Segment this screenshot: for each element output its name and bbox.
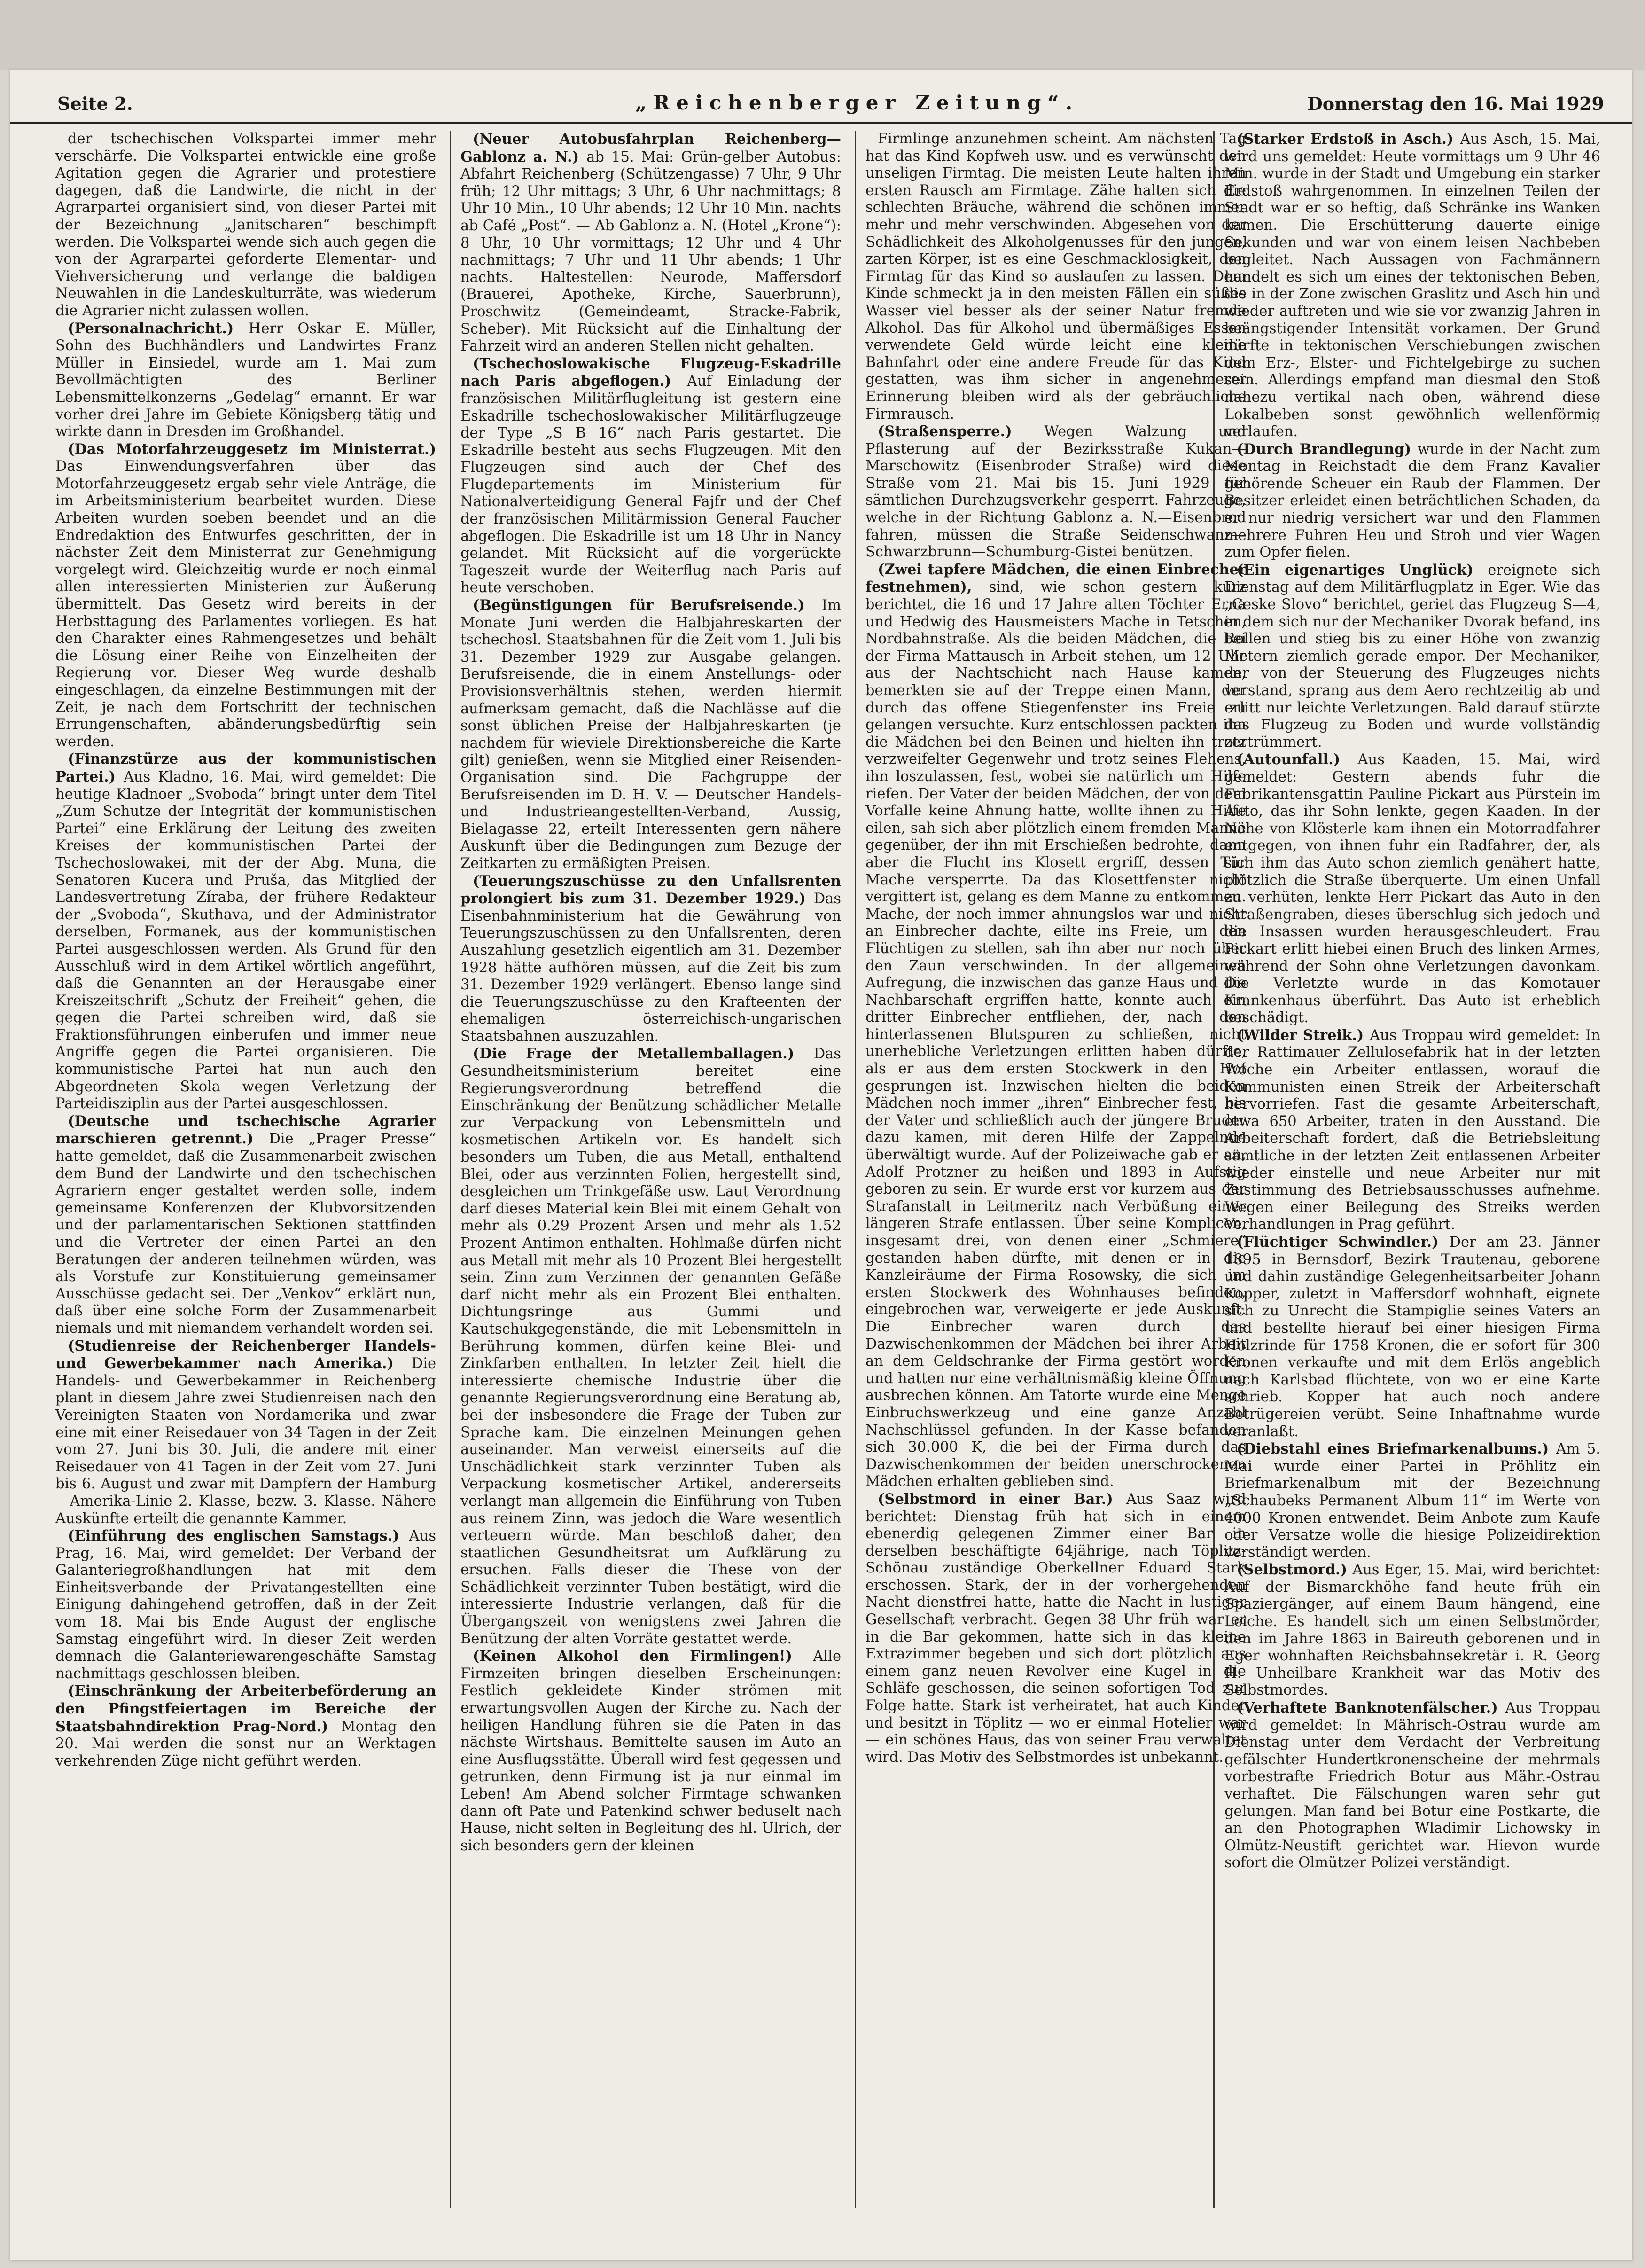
page-label: Seite 2. <box>57 93 133 114</box>
article-paragraph <box>55 320 436 441</box>
article-paragraph <box>460 1648 841 1854</box>
article-heading: (Tschechoslowakische Flugzeug-Eskadrille nach Paris abgeflogen.) <box>460 355 841 390</box>
article-paragraph <box>1224 1561 1600 1699</box>
article-heading: (Teuerungszuschüsse zu den Unfallsrenten prolongiert bis zum 31. Dezember 1929.) <box>460 872 841 907</box>
article-text: Im Monate Juni werden die Halbjahreskarten der tschechosl. Staatsbahnen für die Zeit vom 1. Juli bis 31. Dezember 1929 zur Ausgabe gelangen. Berufsreisende, die in einem Anstellungs- oder Provisionsverhältnis stehen, werden hiermit aufmerksam gemacht, daß die Nachlässe auf die sonst üblichen Preise der Halbjahreskarten (je nachdem für wieviele Direktionsbereiche die Karte gilt) genießen, wenn sie Mitglied einer Reisenden-Organisation sind. Die Fachgruppe der Berufsreisenden im D. H. V. — Deutscher Handels- und Industrieangestellten-Verband, Aussig, Bielagasse 22, erteilt Interessenten gern nähere Auskunft über die Bedingungen zum Bezuge der Zeitkarten zu ermäßigten Preisen. <box>460 597 841 872</box>
article-heading: (Das Motorfahrzeuggesetz im Ministerrat.) <box>68 440 436 458</box>
article-paragraph <box>865 561 1246 1491</box>
article-text: ab 15. Mai: Grün-gelber Autobus: Abfahrt Reichenberg (Schützengasse) 7 Uhr, 9 Uhr früh; 12 Uhr mittags; 3 Uhr, 6 Uhr nachmittags; 8 Uhr 10 Min., 10 Uhr abends; 12 Uhr 10 Min. nachts ab Café „Post“. — Ab Gablonz a. N. (Hotel „Krone“): 8 Uhr, 10 Uhr vormittags; 12 Uhr und 4 Uhr nachmittags; 7 Uhr und 11 Uhr abends; 1 Uhr nachts. Haltestellen: Neurode, Maffersdorf (Brauerei, Apotheke, Kirche, Sauerbrunn), Proschwitz (Gemeindeamt, Stracke-Fabrik, Scheber). Mit Rücksicht auf die Einhaltung der Fahrzeit wird an anderen Stellen nicht gehalten. <box>460 149 841 355</box>
column-2 <box>460 131 841 2208</box>
article-paragraph <box>460 1045 841 1648</box>
column-divider <box>450 131 451 2208</box>
article-heading: (Personalnachricht.) <box>68 320 249 337</box>
article-paragraph <box>460 355 841 597</box>
article-heading: (Autounfall.) <box>1237 751 1358 768</box>
column-1 <box>55 131 436 2208</box>
article-heading: (Selbstmord.) <box>1237 1561 1353 1579</box>
article-text: der tschechischen Volkspartei immer mehr verschärfe. Die Volkspartei entwickle eine große Agitation gegen die Agrarier und protestiere dagegen, daß die Landwirte, die nicht in der Agrarpartei organisiert sind, von dieser Partei mit der Bezeichnung „Janitscharen“ beschimpft werden. Die Volkspartei wende sich auch gegen die von der Agrarpartei geforderte Elementar- und Viehversicherung und verlange die baldigen Neuwahlen in die Landeskulturräte, was wiederum die Agrarier nicht zulassen wollen. <box>55 131 436 319</box>
newspaper-page <box>10 70 1632 2260</box>
column-3 <box>865 131 1246 2208</box>
article-text: Aus Kaaden, 15. Mai, wird gemeldet: Gestern abends fuhr die Fabrikantensgattin Pauline Pickart aus Pürstein im Auto, das ihr Sohn lenkte, gegen Kaaden. In der Nähe von Klösterle kam ihnen ein Motorradfahrer entgegen, von ihnen fuhr ein Radfahrer, der, als sich ihm das Auto schon ziemlich genähert hatte, plötzlich die Straße überquerte. Um einen Unfall zu verhüten, lenkte Herr Pickart das Auto in den Straßengraben, dieses überschlug sich jedoch und die Insassen wurden herausgeschleudert. Frau Pickart erlitt hiebei einen Bruch des linken Armes, während der Sohn ohne Verletzungen davonkam. Die Verletzte wurde in das Komotauer Krankenhaus überführt. Das Auto ist erheblich beschädigt. <box>1224 751 1600 1026</box>
article-paragraph <box>460 873 841 1046</box>
article-text: Firmlinge anzunehmen scheint. Am nächsten Tag hat das Kind Kopfweh usw. und es verwünscht den unseligen Firmtag. Die meisten Leute halten ihren ersten Rausch am Firmtage. Zähe halten sich die schlechten Bräuche, während die schönen immer mehr und mehr verschwinden. Abgesehen von der Schädlichkeit des Alkoholgenusses für den jungen, zarten Körper, ist es eine Geschmacklosigkeit, den Firmtag für das Kind so auslaufen zu lassen. Dem Kinde schmeckt ja in den meisten Fällen ein süßes Wasser viel besser als der seiner Natur fremde Alkohol. Das für Alkohol und übermäßiges Essen verwendete Geld würde leicht eine kleine Bahnfahrt oder eine andere Freude für das Kind gestatten, was ihm sicher in angenehmerer Erinnerung bleiben wird als der gebräuchliche Firmrausch. <box>865 131 1246 422</box>
article-paragraph <box>865 1491 1246 1767</box>
article-text: Das Einwendungsverfahren über das Motorfahrzeuggesetz ergab sehr viele Anträge, die im Arbeitsministerium bearbeitet wurden. Diese Arbeiten wurden soeben beendet und an die Endredaktion des Entwurfes geschritten, der in nächster Zeit dem Ministerrat zur Genehmigung vorgelegt wird. Gleichzeitig wurde er noch einmal allen interessierten Ministerien zur Äußerung übermittelt. Das Gesetz wird bereits in der Herbsttagung des Parlamentes vorliegen. Es hat den Charakter eines Rahmengesetzes und behält die Lösung einer Reihe von Einzelheiten der Regierung vor. Dieser Weg wurde deshalb eingeschlagen, da einzelne Bestimmungen mit der Zeit, je nach dem Fortschritt der technischen Errungenschaften, abänderungsbedürftig sein werden. <box>55 458 436 750</box>
article-text: Wegen Walzung und Pflasterung auf der Bezirksstraße Kukan—Marschowitz (Eisenbroder Straße) wird diese Straße vom 21. Mai bis 15. Juni 1929 für sämtlichen Durchzugsverkehr gesperrt. Fahrzeuge, welche in der Richtung Gablonz a. N.—Eisenbrod fahren, müssen die Straße Seidenschwanz—Schwarzbrunn—Schumburg-Gistei benützen. <box>865 423 1246 561</box>
article-paragraph <box>460 597 841 873</box>
article-text: Aus Troppau wird gemeldet: In Mährisch-Ostrau wurde am Dienstag unter dem Verdacht der Verbreitung gefälschter Hundertkronenscheine der mehrmals vorbestrafte Friedrich Botur aus Mähr.-Ostrau verhaftet. Die Fälschungen waren sehr gut gelungen. Man fand bei Botur eine Postkarte, die an den Photographen Wladimir Lichowsky in Olmütz-Neustift gerichtet war. Hievon wurde sofort die Olmützer Polizei verständigt. <box>1224 1700 1600 1871</box>
article-text: wurde in der Nacht zum Montag in Reichstadt die dem Franz Kavalier gehörende Scheuer ein Raub der Flammen. Der Besitzer erleidet einen beträchtlichen Schaden, da er nur niedrig versichert war und den Flammen mehrere Fuhren Heu und Stroh und vier Wagen zum Opfer fielen. <box>1224 441 1600 561</box>
article-text: Am 5. Mai wurde einer Partei in Pröhlitz ein Briefmarkenalbum mit der Bezeichnung „Schaubeks Permanent Album 11“ im Werte von 4000 Kronen entwendet. Beim Anbote zum Kaufe oder Versatze wolle die hiesige Polizeidirektion verständigt werden. <box>1224 1441 1600 1561</box>
article-paragraph <box>1224 751 1600 1027</box>
article-heading: (Zwei tapfere Mädchen, die einen Einbrecher festnehmen), <box>865 561 1246 596</box>
article-paragraph <box>1224 131 1600 441</box>
article-heading: (Durch Brandlegung) <box>1237 440 1418 458</box>
column-divider <box>855 131 856 2208</box>
article-text: Die „Prager Presse“ hatte gemeldet, daß die Zusammenarbeit zwischen dem Bund der Landwirte und den tschechischen Agrariern enger gestaltet werden solle, indem gemeinsame Konferenzen der Klubvorsitzenden und der parlamentarischen Sektionen stattfinden und die Vertreter der einen Partei an den Beratungen der anderen teilnehmen würden, was als Vorstufe zur Konstituierung gemeinsamer Ausschüsse gedacht sei. Der „Venkov“ erklärt nun, daß über eine solche Form der Zusammenarbeit niemals und mit niemandem verhandelt worden sei. <box>55 1131 436 1337</box>
article-heading: (Selbstmord in einer Bar.) <box>878 1490 1126 1508</box>
article-paragraph <box>1224 1440 1600 1561</box>
article-text: sind, wie schon gestern kurz berichtet, die 16 und 17 Jahre alten Töchter Erna und Hedwig des Hausmeisters Mache in Tetschen, Nordbahnstraße. Als die beiden Mädchen, die bei der Firma Mattausch in Arbeit stehen, um 12 Uhr aus der Nachtschicht nach Hause kamen, bemerkten sie auf der Treppe einen Mann, der durch das offene Stiegenfenster ins Freie zu gelangen versuchte. Kurz entschlossen packten ihn die Mädchen bei den Beinen und hielten ihn trotz verzweifelter Gegenwehr und trotz seines Flehens, ihn loszulassen, fest, wobei sie natürlich um Hilfe riefen. Der Vater der beiden Mädchen, der von dem Vorfalle keine Ahnung hatte, wollte ihnen zu Hilfe eilen, sah sich aber plötzlich einem fremden Manne gegenüber, der ihn mit Erschießen bedrohte, dann aber die Flucht ins Klosett ergriff, dessen Tür Mache versperrte. Da das Klosettfenster nicht vergittert ist, gelang es dem Manne zu entkommen. Mache, der noch immer ahnungslos war und nicht an Einbrecher dachte, eilte ins Freie, um den Flüchtigen zu stellen, sah ihn aber nur noch über den Zaun verschwinden. In der allgemeinen Aufregung, die inzwischen das ganze Haus und die Nachbarschaft ergriffen hatte, konnte auch ein dritter Einbrecher entfliehen, der, nach den hinterlassenen Blutspuren zu schließen, nicht unerhebliche Verletzungen erlitten haben dürfte, als er aus dem ersten Stockwerk in den Hof gesprungen ist. Inzwischen hielten die beiden Mädchen noch immer „ihren“ Einbrecher fest, bis der Vater und schließlich auch der jüngere Bruder dazu kamen, mit deren Hilfe der Zappelnde überwältigt wurde. Auf der Polizeiwache gab er an, Adolf Protzner zu heißen und 1893 in Aufstig geboren zu sein. Er wurde erst vor kurzem aus der Strafanstalt in Leitmeritz nach Verbüßung einer längeren Strafe entlassen. Über seine Komplicen, insgesamt drei, von denen einer „Schmiere“ gestanden haben dürfte, mit denen er in die Kanzleiräume der Firma Rosowsky, die sich im ersten Stockwerk des Wohnhauses befinden, eingebrochen war, verweigerte er jede Auskunft. Die Einbrecher waren durch das Dazwischenkommen der Mädchen bei ihrer Arbeit an dem Geldschranke der Firma gestört worden und hatten nur eine verhältnismäßig kleine Öffnung ausbrechen können. Am Tatorte wurde eine Menge Einbruchswerkzeug und eine ganze Anzahl Nachschlüssel gefunden. In der Kasse befanden sich 30.000 K, die bei der Firma durch das Dazwischenkommen der beiden unerschrockenen Mädchen erhalten geblieben sind. <box>865 579 1246 1490</box>
article-text: Der am 23. Jänner 1895 in Bernsdorf, Bezirk Trautenau, geborene und dahin zuständige Gelegenheitsarbeiter Johann Kopper, zuletzt in Maffersdorf wohnhaft, eignete sich zu Unrecht die Stampiglie seines Vaters an und bestellte hierauf bei einer hiesigen Firma Holzrinde für 1758 Kronen, die er sofort für 300 Kronen verkaufte und mit dem Erlös angeblich nach Karlsbad flüchtete, von wo er eine Karte schrieb. Kopper hat auch noch andere Betrügereien verübt. Seine Inhaftnahme wurde veranlaßt. <box>1224 1234 1600 1440</box>
article-text: Montag den 20. Mai werden die sonst nur an Werktagen verkehrenden Züge nicht geführt werden. <box>55 1718 436 1769</box>
article-heading: (Keinen Alkohol den Firmlingen!) <box>473 1648 813 1665</box>
article-text: Aus Eger, 15. Mai, wird berichtet: Auf der Bismarckhöhe fand heute früh ein Spaziergänger, auf einem Baum hängend, eine Leiche. Es handelt sich um einen Selbstmörder, den im Jahre 1863 in Baireuth geborenen und in Eger wohnhaften Reichsbahnsekretär i. R. Georg H. Unheilbare Krankheit war das Motiv des Selbstmordes. <box>1224 1562 1600 1699</box>
article-text: Die Handels- und Gewerbekammer in Reichenberg plant in diesem Jahre zwei Studienreisen nach den Vereinigten Staaten von Nordamerika und zwar eine mit einer Reisedauer von 34 Tagen in der Zeit vom 27. Juni bis 30. Juli, die andere mit einer Reisedauer von 41 Tagen in der Zeit vom 27. Juni bis 6. August und zwar mit Dampfern der Hamburg—Amerika-Linie 2. Klasse, bezw. 3. Klasse. Nähere Auskünfte erteilt die genannte Kammer. <box>55 1355 436 1527</box>
masthead <box>10 89 1632 124</box>
article-heading: (Finanzstürze aus der kommunistischen Partei.) <box>55 751 436 785</box>
article-paragraph <box>55 131 436 320</box>
column-4 <box>1224 131 1600 2208</box>
article-text: Herr Oskar E. Müller, Sohn des Buchhändlers und Landwirtes Franz Müller in Einsiedel, wurde am 1. Mai zum Bevollmächtigten des Berliner Lebensmittelkonzerns „Gedelag“ ernannt. Er war vorher drei Jahre im Gebiete Königsberg tätig und wirkte dann in Dresden im Großhandel. <box>55 320 436 440</box>
article-paragraph <box>1224 1234 1600 1440</box>
article-heading: (Die Frage der Metallemballagen.) <box>473 1045 814 1063</box>
article-paragraph <box>55 751 436 1112</box>
article-text: Aus Saaz wird berichtet: Dienstag früh hat sich in einem ebenerdig gelegenen Zimmer einer Bar in derselben beschäftigte 64jährige, nach Töplitz-Schönau zuständige Oberkellner Eduard Stark erschossen. Stark, der in der vorhergehenden Nacht dienstfrei hatte, hatte die Nacht in lustiger Gesellschaft verbracht. Gegen 38 Uhr früh war er in die Bar gekommen, hatte sich in das kleine Extrazimmer begeben und sich dort plötzlich aus einem ganz neuen Revolver eine Kugel in die Schläfe geschossen, die seinen sofortigen Tod zur Folge hatte. Stark ist verheiratet, hat auch Kinder und besitzt in Töplitz — wo er einmal Hotelier war — ein schönes Haus, das von seiner Frau verwaltet wird. Das Motiv des Selbstmordes ist unbekannt. <box>865 1491 1246 1766</box>
article-heading: (Einführung des englischen Samstags.) <box>68 1527 409 1545</box>
article-heading: (Ein eigenartiges Unglück) <box>1237 561 1488 579</box>
newspaper-title: „Reichenberger Zeitung“. <box>635 91 1079 114</box>
article-text: ereignete sich Dienstag auf dem Militärflugplatz in Eger. Wie das „Ceske Slovo“ berichtet, geriet das Flugzeug S—4, in dem sich nur der Mechaniker Dvorak befand, ins Rollen und stieg bis zu einer Höhe von zwanzig Metern ziemlich gerade empor. Der Mechaniker, der von der Steuerung des Flugzeuges nichts verstand, sprang aus dem Aero rechtzeitig ab und erlitt nur leichte Verletzungen. Bald darauf stürzte das Flugzeug zu Boden und wurde vollständig zertrümmert. <box>1224 562 1600 751</box>
article-paragraph <box>55 441 436 751</box>
article-heading: (Flüchtiger Schwindler.) <box>1237 1234 1450 1251</box>
article-text: Aus Troppau wird gemeldet: In der Rattimauer Zellulosefabrik hat in der letzten Woche ein Arbeiter entlassen, worauf die Kommunisten einen Streik der Arbeiterschaft hervorriefen. Fast die gesamte Arbeiterschaft, etwa 650 Arbeiter, traten in den Ausstand. Die Arbeiterschaft fordert, daß die Betriebsleitung sämtliche in der letzten Zeit entlassenen Arbeiter wieder einstelle und neue Arbeiter nur mit Zustimmung des Betriebsausschusses aufnehme. Wegen einer Beilegung des Streiks werden Verhandlungen in Prag geführt. <box>1224 1027 1600 1233</box>
issue-date: Donnerstag den 16. Mai 1929 <box>1307 93 1604 114</box>
article-text: Aus Asch, 15. Mai, wird uns gemeldet: Heute vormittags um 9 Uhr 46 Min. wurde in der Stadt und Umgebung ein starker Erdstoß wahrgenommen. In einzelnen Teilen der Stadt war er so heftig, daß Schränke ins Wanken kamen. Die Erschütterung dauerte einige Sekunden und war von einem leisen Nachbeben begleitet. Nach Aussagen von Fachmännern handelt es sich um eines der tektonischen Beben, die in der Zone zwischen Graslitz und Asch hin und wieder auftreten und wie sie vor zwanzig Jahren in beängstigender Intensität vorkamen. Der Grund dürfte in tektonischen Verschiebungen zwischen dem Erz-, Elster- und Fichtelgebirge zu suchen sein. Allerdings empfand man diesmal den Stoß nahezu vertikal nach oben, während diese Lokalbeben sonst gewöhnlich wellenförmig verlaufen. <box>1224 131 1600 440</box>
article-text: Alle Firmzeiten bringen dieselben Erscheinungen: Festlich gekleidete Kinder strömen mit erwartungsvollen Augen der Kirche zu. Nach der heiligen Handlung führen sie die Paten in das nächste Wirtshaus. Bemittelte sausen im Auto an eine Ausflugsstätte. Überall wird fest gegessen und getrunken, denn Firmung ist ja nur einmal im Leben! Am Abend solcher Firmtage schwanken dann oft Pate und Patenkind schwer beduselt nach Hause, nicht selten in Begleitung des hl. Ulrich, der sich besonders gern der kleinen <box>460 1648 841 1854</box>
scan-background <box>0 0 1645 70</box>
article-heading: (Deutsche und tschechische Agrarier marschieren getrennt.) <box>55 1112 436 1148</box>
article-heading: (Einschränkung der Arbeiterbeförderung an den Pfingstfeiertagen im Bereiche der Staatsbahndirektion Prag-Nord.) <box>55 1682 436 1735</box>
article-paragraph <box>865 423 1246 561</box>
article-heading: (Studienreise der Reichenberger Handels- und Gewerbekammer nach Amerika.) <box>55 1337 436 1372</box>
article-text: Das Gesundheitsministerium bereitet eine Regierungsverordnung betreffend die Einschränkung der Benützung schädlicher Metalle zur Verpackung von Lebensmitteln und kosmetischen Artikeln vor. Es handelt sich besonders um Tuben, die aus Metall, enthaltend Blei, oder aus verzinnten Folien, hergestellt sind, desgleichen um Trinkgefäße usw. Laut Verordnung darf dieses Material kein Blei mit einem Gehalt von mehr als 0.29 Prozent Arsen und mehr als 1.52 Prozent Antimon enthalten. Hohlmaße dürfen nicht aus Metall mit mehr als 10 Prozent Blei hergestellt sein. Zinn zum Verzinnen der genannten Gefäße darf nicht mehr als ein Prozent Blei enthalten. Dichtungsringe aus Gummi und Kautschukgegenstände, die mit Lebensmitteln in Berührung kommen, dürfen keine Blei- und Zinkfarben enthalten. In letzter Zeit hielt die interessierte chemische Industrie über die genannte Regierungsverordnung eine Beratung ab, bei der insbesondere die Frage der Tuben zur Sprache kam. Die einzelnen Meinungen gehen auseinander. Man verweist einerseits auf die Unschädlichkeit stark verzinnter Tuben als Verpackung kosmetischer Artikel, andererseits verlangt man allgemein die Einführung von Tuben aus reinem Zinn, was jedoch die Ware wesentlich verteuern würde. Man beschloß daher, den staatlichen Gesundheitsrat um Aufklärung zu ersuchen. Falls dieser die These von der Schädlichkeit verzinnter Tuben bestätigt, wird die interessierte Industrie verlangen, daß für die Übergangszeit von wenigstens zwei Jahren die Benützung der alten Vorräte gestattet werde. <box>460 1046 841 1647</box>
article-heading: (Diebstahl eines Briefmarkenalbums.) <box>1237 1440 1556 1458</box>
article-text: Aus Kladno, 16. Mai, wird gemeldet: Die heutige Kladnoer „Svoboda“ bringt unter dem Titel „Zum Schutze der Integrität der kommunistischen Partei“ eine Erklärung der Leitung des zweiten Kreises der kommunistischen Partei der Tschechoslowakei, mit der der Abg. Muna, die Senatoren Kucera und Pruša, das Mitglied der Landesvertretung Zíraba, der frühere Redakteur der „Svoboda“, Skuthava, und der Administrator derselben, Formanek, aus der kommunistischen Partei ausgeschlossen werden. Als Grund für den Ausschluß wird in dem Artikel wörtlich angeführt, daß die Genannten an der Herausgabe einer Kreiszeitschrift „Schutz der Freiheit“ gehen, die gegen die Partei schreiben wird, daß sie Fraktionsführungen einberufen und immer neue Angriffe gegen die Partei organisieren. Die kommunistische Partei hat nun auch den Abgeordneten Skola wegen Verletzung der Parteidisziplin aus der Partei ausgeschlossen. <box>55 768 436 1112</box>
article-paragraph <box>460 131 841 355</box>
article-heading: (Straßensperre.) <box>878 423 1045 440</box>
article-paragraph <box>1224 1699 1600 1872</box>
article-paragraph <box>1224 1027 1600 1234</box>
article-paragraph <box>865 131 1246 423</box>
article-heading: (Wilder Streik.) <box>1237 1026 1370 1044</box>
article-paragraph <box>55 1682 436 1770</box>
article-heading: (Starker Erdstoß in Asch.) <box>1237 131 1460 148</box>
article-paragraph <box>55 1337 436 1528</box>
article-heading: (Neuer Autobusfahrplan Reichenberg—Gablonz a. N.) <box>460 131 841 165</box>
article-text: Auf Einladung der französischen Militärflugleitung ist gestern eine Eskadrille tschechoslowakischer Militärflugzeuge der Type „S B 16“ nach Paris gestartet. Die Eskadrille besteht aus sechs Flugzeugen. Mit den Flugzeugen sind auch der Chef des Flugdepartements im Ministerium für Nationalverteidigung General Fajfr und der Chef der französischen Militärmission General Faucher abgeflogen. Die Eskadrille ist um 18 Uhr in Nancy gelandet. Mit Rücksicht auf die vorgerückte Tageszeit wurde der Weiterflug nach Paris auf heute verschoben. <box>460 373 841 596</box>
article-heading: (Begünstigungen für Berufsreisende.) <box>473 597 822 614</box>
article-text: Aus Prag, 16. Mai, wird gemeldet: Der Verband der Galanteriegroßhandlungen hat mit dem Einheitsverbande der Privatangestellten eine Einigung dahingehend getroffen, daß in der Zeit vom 18. Mai bis Ende August der englische Samstag eingeführt wird. In dieser Zeit werden demnach die Galanteriewarengeschäfte Samstag nachmittags geschlossen bleiben. <box>55 1528 436 1682</box>
article-paragraph <box>55 1113 436 1337</box>
article-text: Das Eisenbahnministerium hat die Gewährung von Teuerungszuschüssen zu den Unfallsrenten, deren Auszahlung gesetzlich eigentlich am 31. Dezember 1928 hätte aufhören müssen, auf die Zeit bis zum 31. Dezember 1929 verlängert. Ebenso lange sind die Teuerungszuschüsse zu den Krafteenten der ehemaligen österreichisch-ungarischen Staatsbahnen auszuzahlen. <box>460 891 841 1045</box>
article-heading: (Verhaftete Banknotenfälscher.) <box>1237 1699 1505 1717</box>
article-paragraph <box>1224 441 1600 562</box>
article-paragraph <box>1224 562 1600 751</box>
article-paragraph <box>55 1527 436 1682</box>
